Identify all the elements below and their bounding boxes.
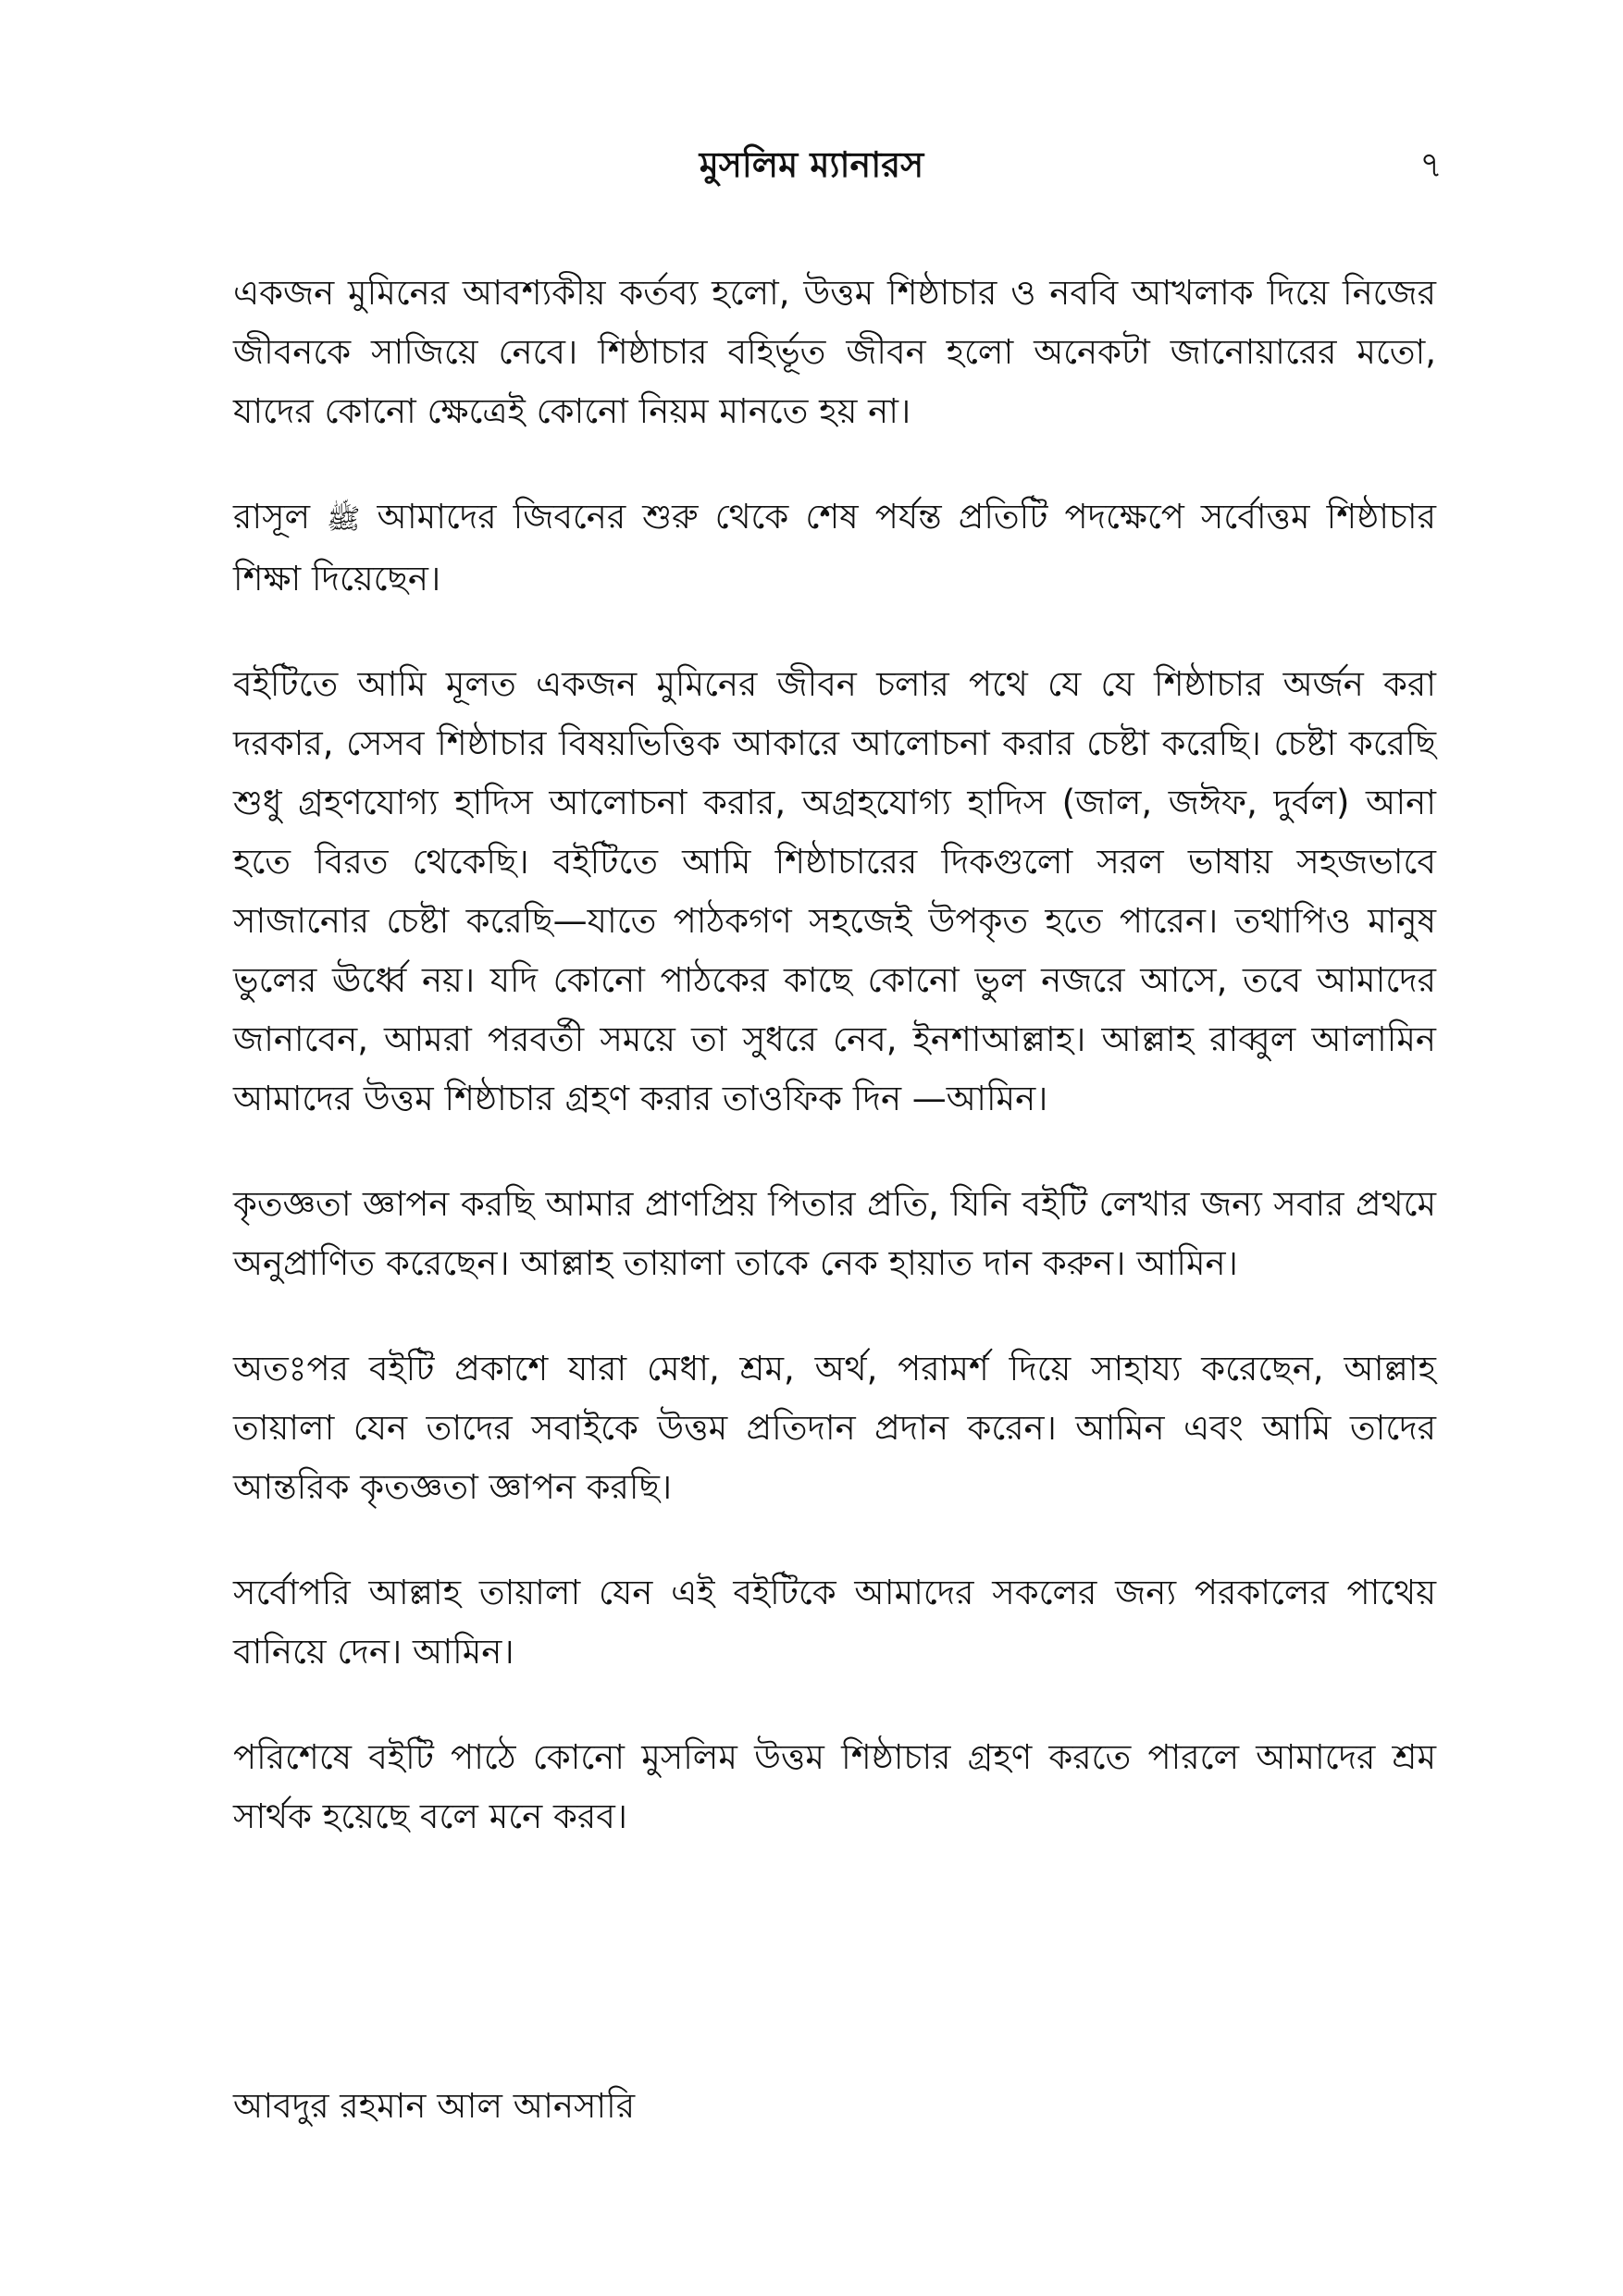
page-number: ৭ <box>1419 144 1443 185</box>
paragraph-3: বইটিতে আমি মূলত একজন মুমিনের জীবন চলার পথে যে যে শিষ্ঠাচার অর্জন করা দরকার, সেসব শিষ্ঠাচার বিষয়ভিত্তিক আকারে আলোচনা করার চেষ্টা করেছি। চেষ্টা করেছি শুধু গ্রহণযোগ্য হাদিস আলোচনা করার, অগ্রহযোগ্য হাদিস (জাল, জঈফ, দুর্বল) আনা হতে বিরত থেকেছি। বইটিতে আমি শিষ্ঠাচারের দিকগুলো সরল ভাষায় সহজভাবে সাজানোর চেষ্টা করেছি—যাতে পাঠকগণ সহজেই উপকৃত হতে পারেন। তথাপিও মানুষ ভুলের ঊর্ধ্বে নয়। যদি কোনো পাঠকের কাছে কোনো ভুল নজরে আসে, তবে আমাদের জানাবেন, আমরা পরবর্তী সময়ে তা সুধরে নেব, ইনশাআল্লাহ। আল্লাহ রাব্বুল আলামিন আমাদের উত্তম শিষ্ঠাচার গ্রহণ করার তাওফিক দিন —আমিন। <box>233 664 1436 1118</box>
author-signature: আবদুর রহমান আল আনসারি <box>233 2086 636 2126</box>
paragraph-4: কৃতজ্ঞতা জ্ঞাপন করছি আমার প্রাণপ্রিয় পিতার প্রতি, যিনি বইটি লেখার জন্য সবার প্রথমে অনুপ্রাণিত করেছেন। আল্লাহ তায়ালা তাকে নেক হায়াত দান করুন। আমিন। <box>233 1184 1436 1283</box>
paragraph-7: পরিশেষে বইটি পাঠে কোনো মুসলিম উত্তম শিষ্ঠাচার গ্রহণ করতে পারলে আমাদের শ্রম সার্থক হয়েছে বলে মনে করব। <box>233 1737 1436 1836</box>
salawat-icon: ﷺ <box>327 503 361 536</box>
page-header-title: মুসলিম ম্যানারস <box>699 144 924 185</box>
paragraph-2-rest: আমাদের জিবনের শুরু থেকে শেষ পর্যন্ত প্রতিটি পদক্ষেপে সর্বোত্তম শিষ্ঠাচার শিক্ষা দিয়েছেন। <box>233 497 1436 599</box>
paragraph-1: একজন মুমিনের আবশ্যকীয় কর্তব্য হলো, উত্তম শিষ্ঠাচার ও নববি আখলাক দিয়ে নিজের জীবনকে সাজিয়ে নেবে। শিষ্ঠাচার বহির্ভূত জীবন হলো অনেকটা জানোয়ারের মতো, যাদের কোনো ক্ষেত্রেই কোনো নিয়ম মানতে হয় না। <box>233 273 1437 431</box>
paragraph-6: সর্বোপরি আল্লাহ তায়ালা যেন এই বইটিকে আমাদের সকলের জন্য পরকালের পাথেয় বানিয়ে দেন। আমিন। <box>233 1573 1436 1672</box>
paragraph-2 <box>233 488 1436 609</box>
preface-body <box>233 264 1436 1846</box>
paragraph-5: অতঃপর বইটি প্রকাশে যারা মেধা, শ্রম, অর্থ, পরামর্শ দিয়ে সাহায্য করেছেন, আল্লাহ তায়ালা যেন তাদের সবাইকে উত্তম প্রতিদান প্রদান করেন। আমিন এবং আমি তাদের আন্তরিক কৃতজ্ঞতা জ্ঞাপন করছি। <box>233 1349 1436 1507</box>
paragraph-2-start: রাসূল <box>233 497 311 537</box>
